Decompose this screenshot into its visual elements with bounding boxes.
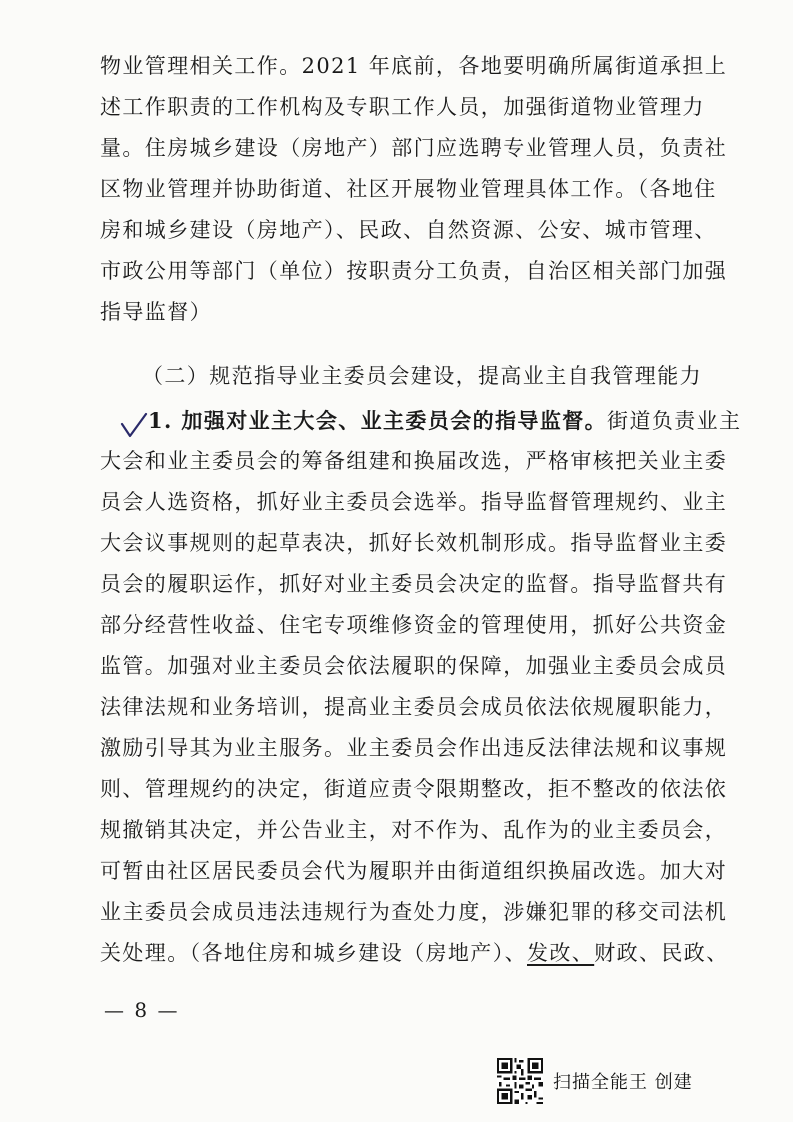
- section-heading: [142, 356, 762, 397]
- text-line: 量。住房城乡建设（房地产）部门应选聘专业管理人员，负责社: [100, 136, 728, 160]
- item-1-first-line: [100, 400, 760, 441]
- text-line: 激励引导其为业主服务。业主委员会作出违反法律法规和议事规: [100, 736, 728, 760]
- text-line: 市政公用等部门（单位）按职责分工负责，自治区相关部门加强: [100, 259, 728, 283]
- item-1-first-line-rest: 街道负责业主: [607, 409, 742, 433]
- text-line: 物业管理相关工作。2021 年底前，各地要明确所属街道承担上: [100, 54, 728, 78]
- text-line: 可暂由社区居民委员会代为履职并由街道组织换届改选。加大对: [100, 859, 728, 883]
- page-number: — 8 —: [104, 998, 180, 1022]
- underlined-word: 发改、: [527, 941, 595, 965]
- text-line: 部分经营性收益、住宅专项维修资金的管理使用，抓好公共资金: [100, 613, 728, 637]
- text-line: 监管。加强对业主委员会依法履职的保障，加强业主委员会成员: [100, 654, 728, 678]
- text-line: 房和城乡建设（房地产）、民政、自然资源、公安、城市管理、: [100, 218, 717, 242]
- last-line-end: 财政、民政、: [594, 941, 729, 965]
- qr-code-icon: [497, 1058, 543, 1104]
- text-line: 员会人选资格，抓好业主委员会选举。指导监督管理规约、业主: [100, 490, 728, 514]
- paragraph-1: [100, 46, 760, 333]
- scanner-watermark: [497, 1058, 693, 1104]
- text-line: 则、管理规约的决定，街道应责令限期整改，拒不整改的依法依: [100, 777, 728, 801]
- text-line: 业主委员会成员违法违规行为查处力度，涉嫌犯罪的移交司法机: [100, 900, 728, 924]
- text-line: 区物业管理并协助街道、社区开展物业管理具体工作。（各地住: [100, 177, 717, 201]
- text-line: 大会议事规则的起草表决，抓好长效机制形成。指导监督业主委: [100, 531, 728, 555]
- text-line: 员会的履职运作，抓好对业主委员会决定的监督。指导监督共有: [100, 572, 728, 596]
- watermark-text: 扫描全能王 创建: [553, 1072, 693, 1093]
- item-1-lead: 1. 加强对业主大会、业主委员会的指导监督。: [148, 408, 608, 433]
- text-line: 指导监督）: [100, 300, 212, 324]
- item-1-paragraph: [100, 400, 760, 974]
- text-line: 大会和业主委员会的筹备组建和换届改选，严格审核把关业主委: [100, 449, 728, 473]
- text-line: 法律法规和业务培训，提高业主委员会成员依法依规履职能力，: [100, 695, 728, 719]
- text-line: 述工作职责的工作机构及专职工作人员，加强街道物业管理力: [100, 95, 705, 119]
- item-1-last-line: [100, 933, 760, 974]
- last-line-start: 关处理。（各地住房和城乡建设（房地产）、: [100, 941, 527, 965]
- section-heading-text: （二）规范指导业主委员会建设，提高业主自我管理能力: [142, 364, 702, 388]
- text-line: 规撤销其决定，并公告业主，对不作为、乱作为的业主委员会，: [100, 818, 728, 842]
